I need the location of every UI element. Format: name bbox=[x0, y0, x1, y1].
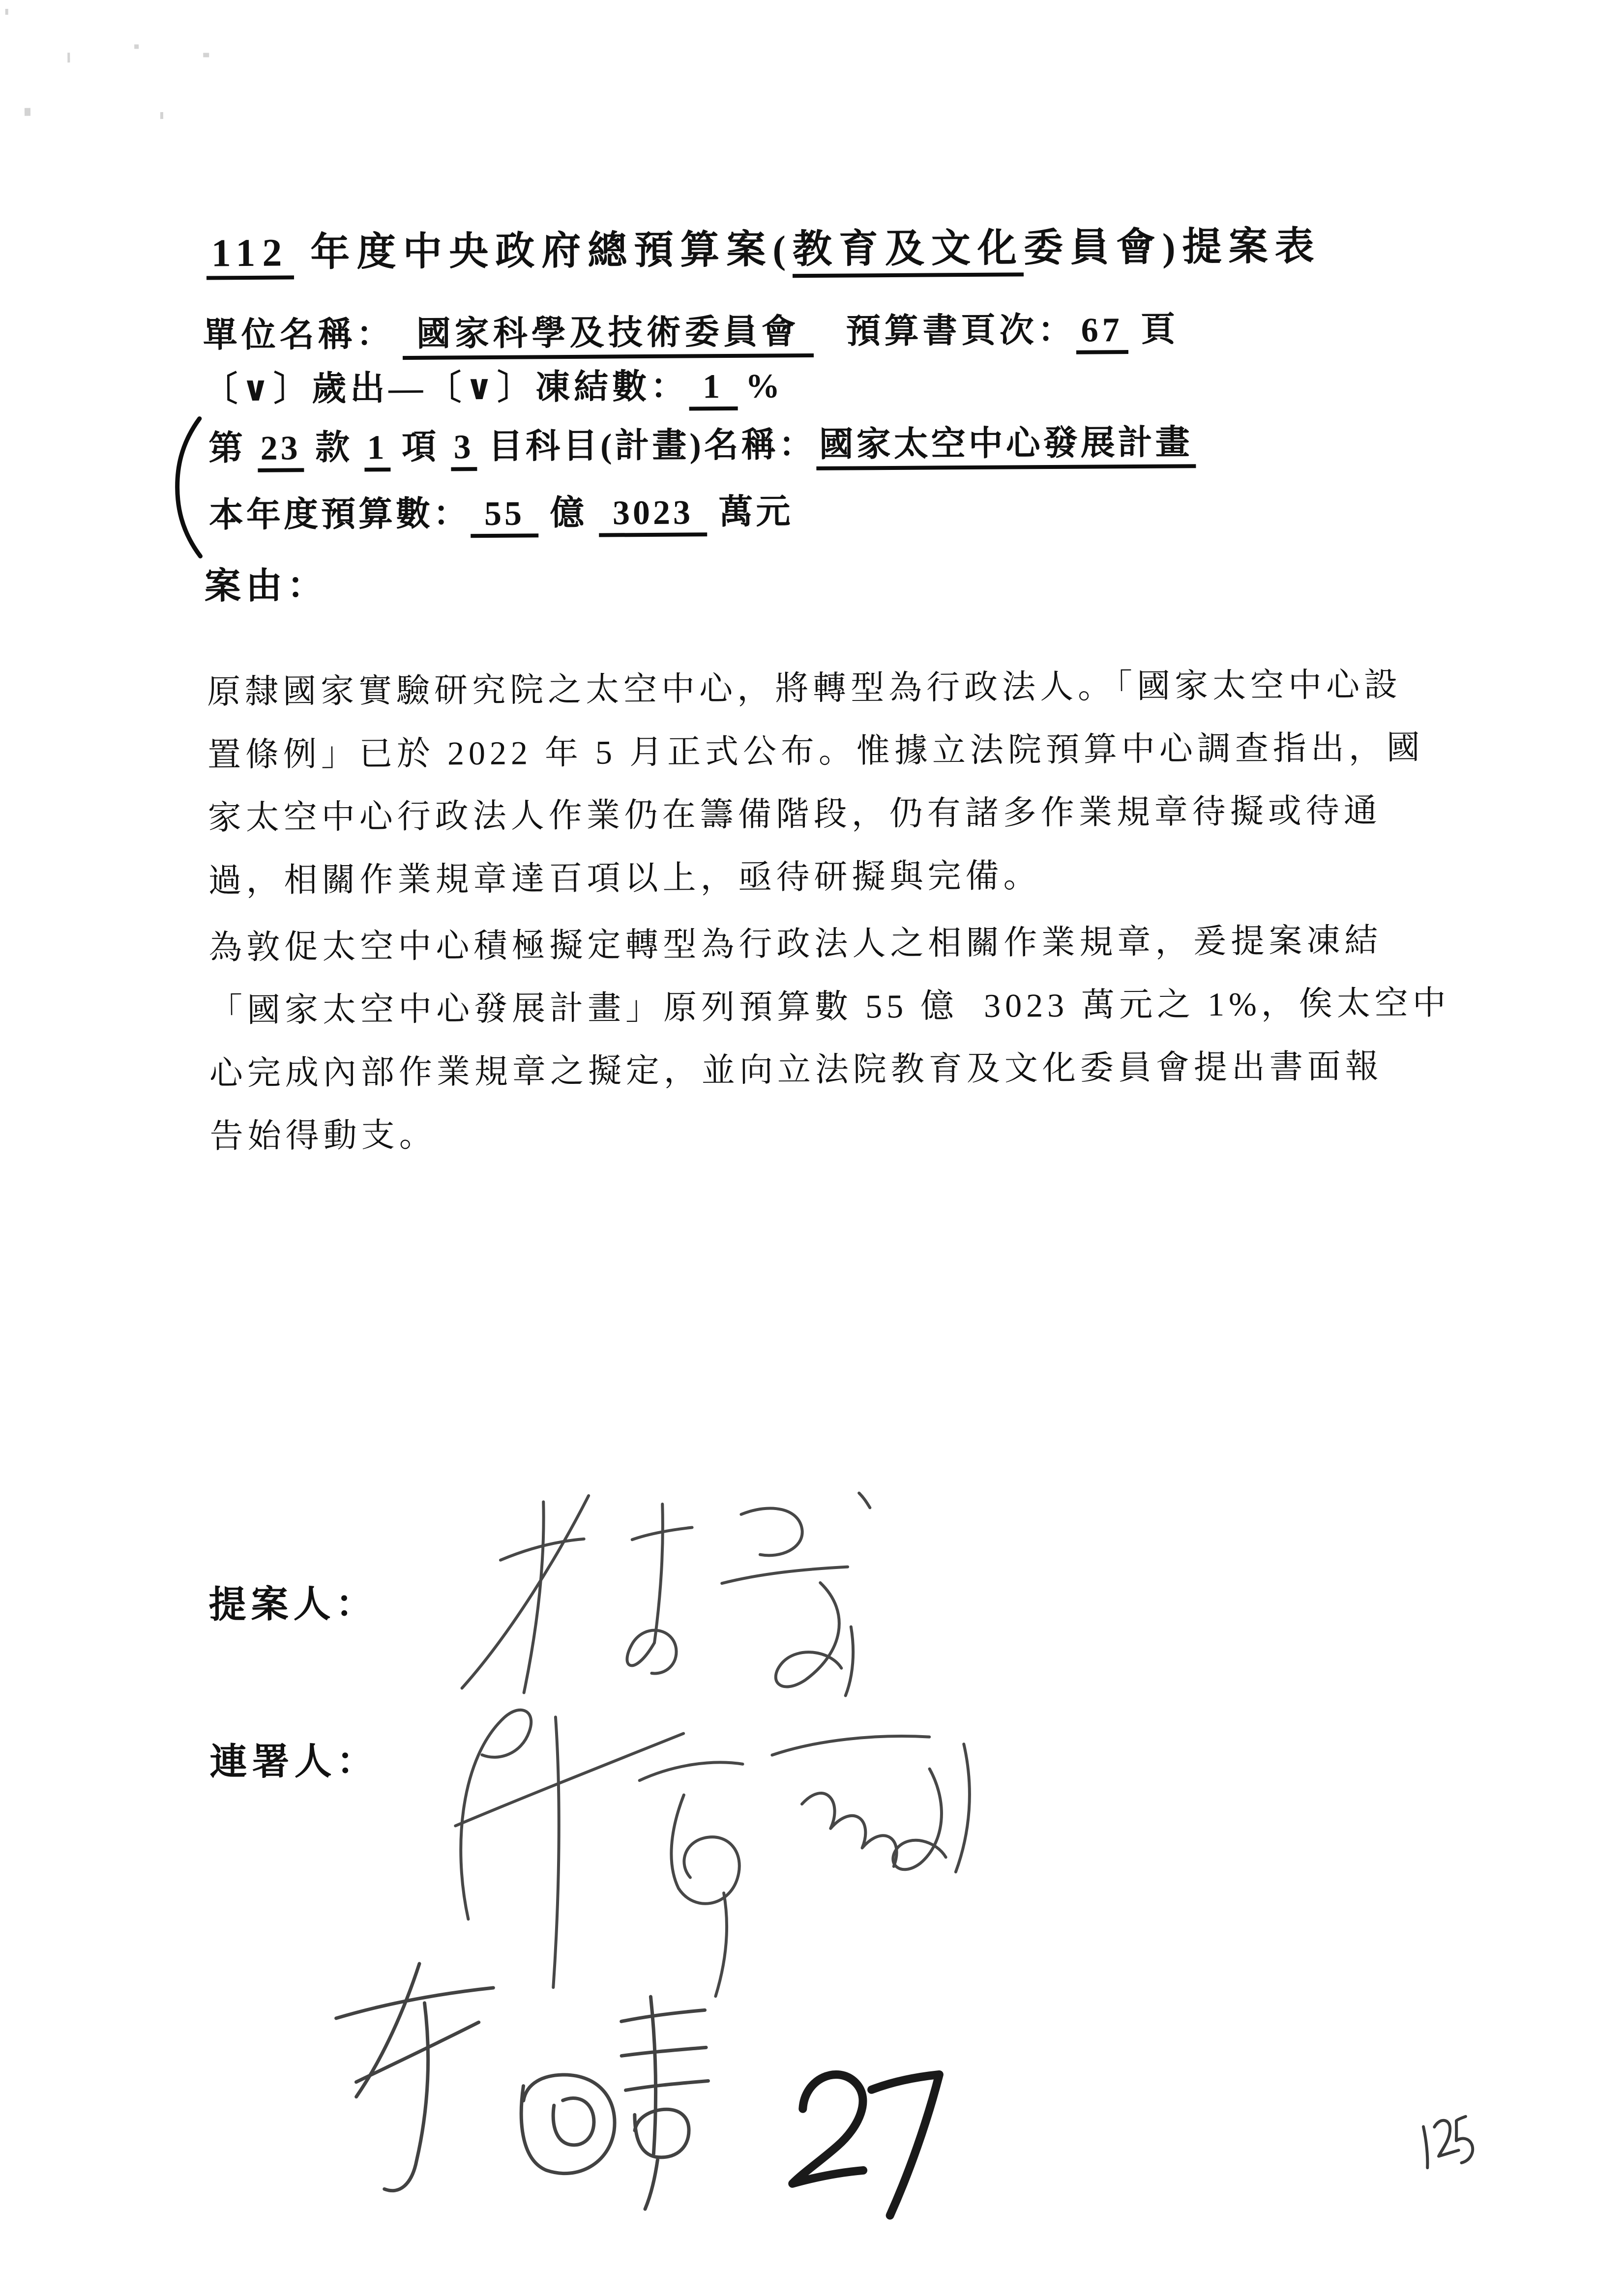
annual-budget-line bbox=[209, 484, 794, 539]
expenditure-freeze-checkboxes: 〔∨〕歲出—〔∨〕凍結數： bbox=[203, 368, 689, 409]
group-bracket bbox=[169, 414, 208, 560]
case-reason-label: 案由： bbox=[204, 565, 329, 607]
title-year-number: 112 bbox=[206, 231, 294, 280]
paragraph-line: 過，相關作業規章達百項以上，亟待研擬與完備。 bbox=[208, 857, 1041, 900]
scan-speck bbox=[160, 112, 163, 119]
budget-unit-wan: 萬元 bbox=[707, 493, 794, 532]
budget-book-page-value: 67 bbox=[1076, 311, 1128, 354]
freeze-ratio-line bbox=[203, 358, 784, 413]
paragraph-line: 置條例」已於 2022 年 5 月正式公布。惟據立法院預算中心調查指出，國 bbox=[207, 728, 1425, 774]
handwritten-proposal-number bbox=[749, 2049, 957, 2222]
proposer-label: 提案人： bbox=[208, 1583, 378, 1626]
annual-budget-label: 本年度預算數： bbox=[208, 495, 471, 535]
mu-number: 3 bbox=[450, 428, 477, 471]
title-committee-underlined: 教育及文化 bbox=[793, 216, 1024, 278]
cosigner-label: 連署人： bbox=[209, 1741, 379, 1783]
case-paragraph-1 bbox=[207, 653, 1428, 912]
proposer-signature bbox=[426, 1479, 880, 1713]
scan-speck bbox=[203, 53, 209, 57]
unit-name-label: 單位名稱： bbox=[203, 316, 395, 355]
budget-unit-yi: 億 bbox=[538, 494, 599, 533]
unit-name-value: 國家科學及技術委員會 bbox=[402, 304, 814, 360]
subject-text: 第 bbox=[208, 429, 258, 468]
subject-text: 款 bbox=[303, 429, 364, 467]
xiang-number: 1 bbox=[364, 428, 390, 471]
paragraph-line: 家太空中心行政法人作業仍在籌備階段，仍有諸多作業規章待擬或待通 bbox=[207, 791, 1382, 837]
paragraph-line: 原隸國家實驗研究院之太空中心，將轉型為行政法人。「國家太空中心設 bbox=[207, 666, 1402, 711]
scan-speck bbox=[25, 108, 30, 116]
title-text: 年度中央政府總預算案( bbox=[294, 228, 793, 275]
document-title bbox=[206, 214, 1321, 282]
program-subject-line bbox=[208, 414, 1196, 474]
percent-sign: % bbox=[745, 367, 784, 406]
scan-speck bbox=[5, 9, 8, 15]
kuan-number: 23 bbox=[257, 429, 304, 472]
paragraph-line: 「國家太空中心發展計畫」原列預算數 55 億 3023 萬元之 1%，俟太空中 bbox=[208, 984, 1450, 1029]
paragraph-line: 為敦促太空中心積極擬定轉型為行政法人之相關作業規章，爰提案凍結 bbox=[208, 921, 1383, 966]
scan-speck bbox=[134, 44, 139, 49]
paragraph-line: 心完成內部作業規章之擬定，並向立法院教育及文化委員會提出書面報 bbox=[209, 1047, 1384, 1092]
handwritten-page-number bbox=[1398, 2094, 1492, 2184]
subject-text: 目科目(計畫)名稱： bbox=[476, 426, 816, 466]
budget-book-page-label: 預算書頁次： bbox=[846, 311, 1076, 351]
budget-amount-wan: 3023 bbox=[599, 493, 708, 537]
unit-name-line bbox=[203, 301, 1179, 361]
program-name: 國家太空中心發展計畫 bbox=[816, 414, 1196, 470]
scan-speck bbox=[67, 53, 70, 62]
budget-amount-yi: 55 bbox=[471, 494, 539, 538]
budget-book-page-unit: 頁 bbox=[1128, 311, 1180, 349]
freeze-percent-value: 1 bbox=[689, 367, 738, 411]
cosigner-signature-2 bbox=[301, 1937, 716, 2220]
case-paragraph-2 bbox=[208, 908, 1450, 1167]
title-text-tail: 委員會)提案表 bbox=[1023, 225, 1321, 270]
subject-text: 項 bbox=[390, 428, 451, 467]
paragraph-line: 告始得動支。 bbox=[209, 1116, 437, 1155]
